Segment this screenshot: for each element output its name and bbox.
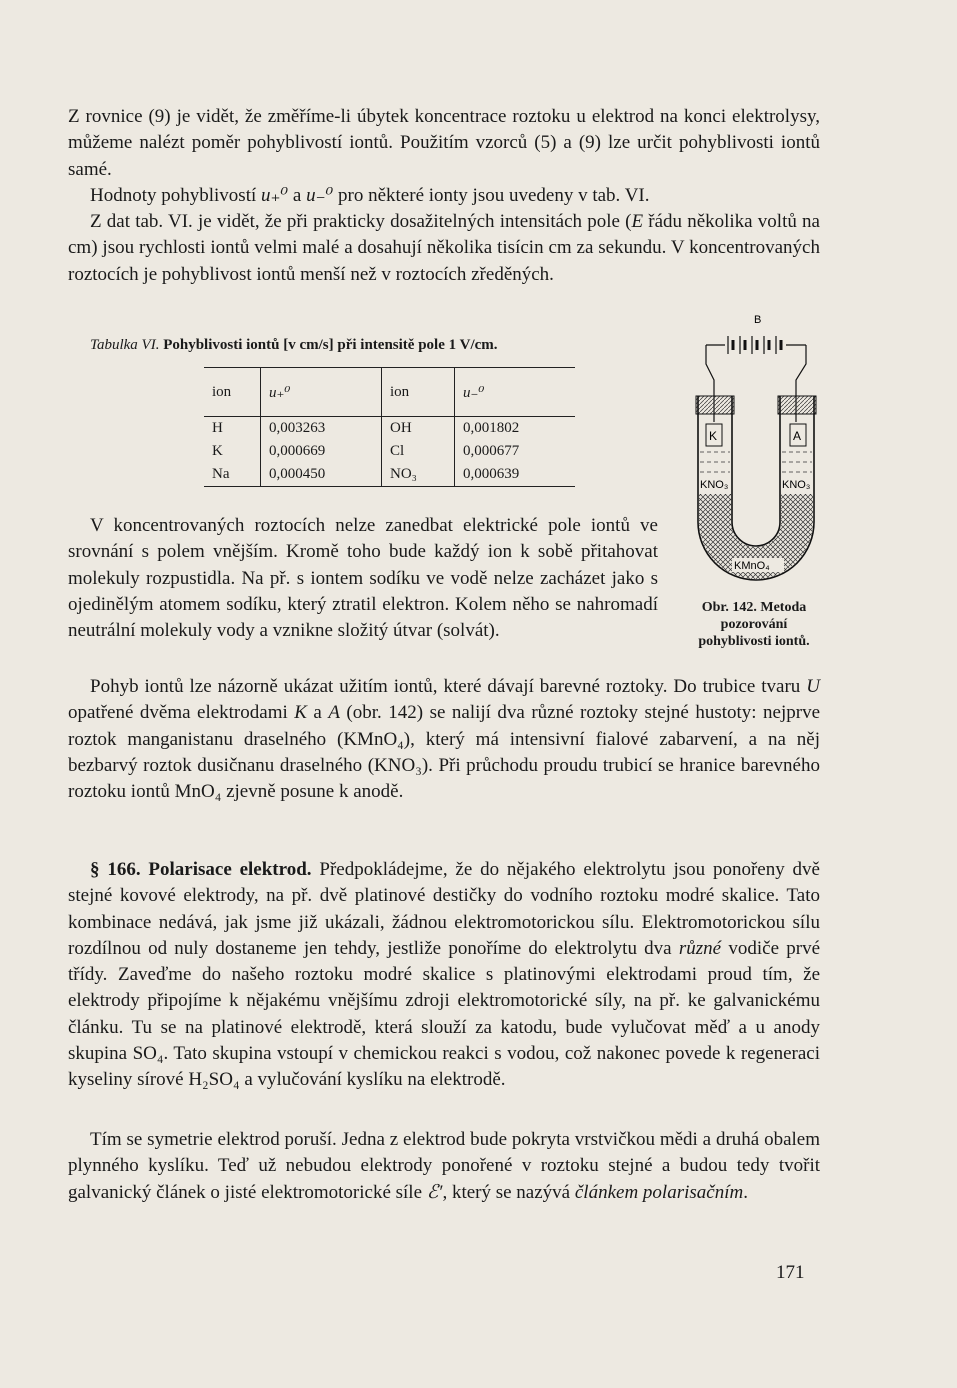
table-caption (90, 337, 498, 354)
table-row (204, 463, 575, 487)
paragraph-solvation (68, 513, 658, 644)
ion-mobility-table (204, 367, 575, 487)
cell: K (212, 443, 223, 459)
page-number: 171 (776, 1262, 805, 1283)
header-ion: ion (382, 368, 455, 417)
text-segment: (obr. 142) se nalijí dva různé roztoky stejné hustoty: nejprve roztok manganistanu draselného (KMnO₄), který má intensivní fialové zabarvení, a na něj bezbarvý roztok dusičnanu draselného (KNO₃). Při průchodu proudu trubicí se hranice barevného roztoku iontů MnO₄ zjevně posune k anodě. (68, 702, 821, 803)
paragraph-ion-motion (68, 674, 820, 805)
text-segment: opatřené dvěma elektrodami (68, 702, 295, 724)
label-kno3-left: KNO₃ (700, 479, 729, 491)
cell: 0,000669 (261, 440, 382, 463)
u-tube-inner (732, 396, 780, 546)
emphasis: článkem polarisačním (574, 1181, 744, 1203)
symbol-u: U (806, 676, 820, 697)
table-header-row (204, 368, 575, 417)
label-k: K (709, 429, 718, 443)
symbol-a: A (328, 702, 340, 724)
emphasis: různé (678, 937, 722, 959)
header-ion: ion (204, 368, 261, 417)
header-u-plus-label: u₊⁰ (269, 384, 291, 401)
cell: H (212, 420, 223, 436)
cell: 0,000677 (455, 440, 576, 463)
cell: 0,001802 (455, 417, 576, 441)
text-segment: Pohyb iontů lze názorně ukázat užitím iontů, které dávají barevné roztoky. Do trubice tvaru (90, 676, 807, 697)
header-u-plus (261, 368, 382, 417)
text-segment: Z dat tab. VI. je vidět, že při prakticky dosažitelných intensitách pole ( (90, 211, 632, 233)
symbol-k: K (294, 702, 307, 724)
u-tube-figure (688, 312, 826, 602)
symbol-emf: ℰ′ (426, 1181, 443, 1203)
label-kmno4: KMnO₄ (734, 560, 770, 572)
paragraph-intro (68, 104, 820, 288)
figure-caption: Obr. 142. Metoda pozorování pohyblivosti iontů. (698, 600, 810, 649)
text-segment: V koncentrovaných roztocích nelze zanedbat elektrické pole iontů ve srovnání s polem vnějším. Kromě toho bude každý ion k sobě přitahovat molekuly rozpustidla. Na př. s iontem sodíku ve vodě nelze zacházet jako s ojedinělým atomem sodíku, který ztratil elektron. Kolem něho se nahromadí neutrální molekuly vody a vznikne složitý útvar (solvát). (68, 515, 658, 642)
cell: Cl (382, 440, 455, 463)
paragraph-polarisation (68, 1127, 820, 1206)
symbol-u-minus: u₋⁰ (306, 184, 334, 206)
header-u-minus (455, 368, 576, 417)
cell: 0,003263 (261, 417, 382, 441)
label-a: A (793, 429, 802, 443)
battery-symbol (706, 336, 806, 354)
text-segment: vodiče prvé třídy. Zaveďme do našeho roztoku modré skalice s platinovými elektrodami proud tím, že elektrody připojíme k nějakému vnějšímu zdroji elektromotorické síly, na př. ke galvanickému článku. Tu se na platinové elektrodě, která slouží za katodu, bude vylučovat měď a u anody skupina SO₄. Tato skupina vstoupí v chemickou reakci s vodou, což nakonec povede k regeneraci kyseliny sírové H₂SO₄ a vylučování kyslíku na elektrodě. (68, 937, 821, 1091)
table-label: Tabulka VI. (90, 337, 160, 353)
cell: 0,000639 (455, 463, 576, 487)
text-segment: pro některé ionty jsou uvedeny v tab. VI. (333, 184, 650, 206)
text-segment: Z rovnice (9) je vidět, že změříme-li úbytek koncentrace roztoku u elektrod na konci elektrolysy, můžeme nalézt poměr pohyblivostí iontů. Použitím vzorců (5) a (9) lze určit pohyblivosti iontů samé. (68, 106, 820, 180)
section-166 (68, 857, 820, 1094)
text-segment: , který se nazývá (442, 1181, 575, 1203)
text-segment: a (288, 184, 307, 206)
table-row (204, 440, 575, 463)
stopper-left (696, 396, 734, 414)
cell: Na (212, 466, 230, 482)
section-heading: § 166. Polarisace elektrod. (90, 859, 312, 880)
cell: 0,000450 (261, 463, 382, 487)
label-kno3-right: KNO₃ (782, 479, 811, 491)
text-segment: a (306, 702, 329, 724)
symbol-e: E (631, 211, 644, 233)
header-u-minus-label: u₋⁰ (463, 384, 485, 401)
text-segment: řádu několika voltů na cm) jsou rychlosti iontů velmi malé a dosahují několika tisícin cm za sekundu. V koncentrovaných roztocích je pohyblivost iontů menší než v roztocích zředěných. (68, 211, 820, 285)
kno3-solution (700, 452, 812, 472)
cell: OH (382, 417, 455, 441)
symbol-u-plus: u₊⁰ (261, 184, 289, 206)
table-row (204, 417, 575, 441)
table-title: Pohyblivosti iontů [v cm/s] při intensitě pole 1 V/cm. (163, 337, 498, 353)
text-segment: Hodnoty pohyblivostí (90, 184, 262, 206)
text-segment: Tím se symetrie elektrod poruší. Jedna z elektrod bude pokryta vrstvičkou mědi a druhá obalem plynného kyslíku. Teď už nebudou elektrody ponořené v roztoku stejné a budou tedy tvořit galvanický článek o jisté elektromotorické síle (68, 1129, 820, 1203)
text-segment: Předpokládejme, že do nějakého elektrolytu jsou ponořeny dvě stejné kovové elektrody, na př. dvě platinové destičky do vodního roztoku modré skalice. Tato kombinace nedává, jak jsme již ukázali, žádnou elektromotorickou sílu. Elektromotorickou sílu rozdílnou od nuly dostaneme jen tehdy, jestliže ponoříme do elektrolytu dva (68, 859, 820, 959)
text-segment: . (743, 1181, 748, 1203)
stopper-right (778, 396, 816, 414)
label-b: B (754, 314, 762, 326)
cell: NO₃ (382, 463, 455, 487)
